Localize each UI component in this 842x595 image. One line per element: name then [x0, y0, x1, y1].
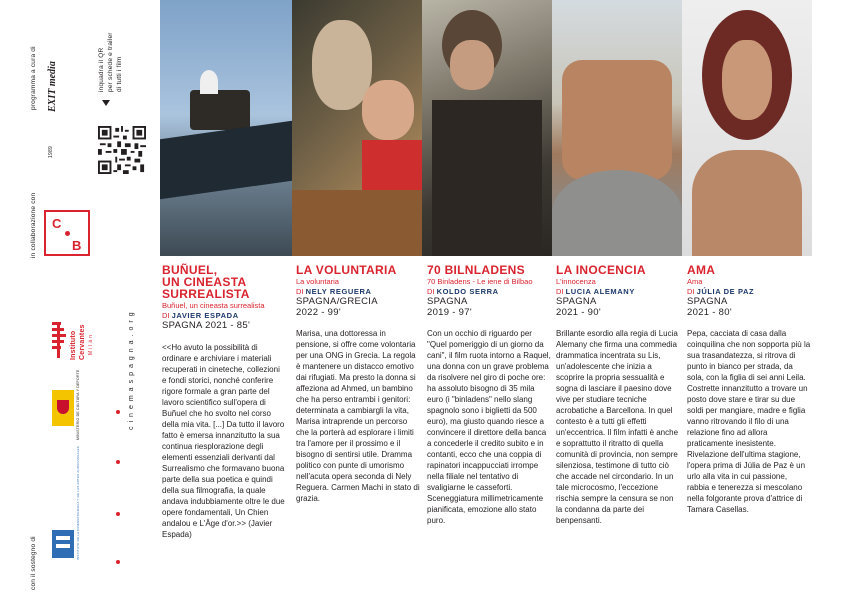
- instituto-city: Milán: [88, 333, 94, 355]
- still-la-voluntaria: [292, 0, 422, 256]
- film-original-title: 70 Binladens - Le iene di Bilbao: [427, 277, 533, 286]
- programma-label: programma a cura di: [30, 46, 37, 110]
- still-la-inocencia: [552, 0, 682, 256]
- film-synopsis: Brillante esordio alla regia di Lucia Alemany che firma una commedia drammatica incentrata su Lis, un'adolescente che inizia a scoprire la propria sessualità e sogna di lasciare il paesino dove vive per studiare tecniche acrobatiche a Barcellona. In quel contesto è a tutti gli effetti un'eccentrica. Il film infatti è anche e soprattutto il ritratto di quella comunità di provincia, non sempre silenziosa, testimone di tutto ciò che accade nel circondario. In un tale microcosmo, l'eccezione rischia sempre la censura se non la condanna da parte dei benpensanti.: [556, 329, 679, 525]
- film-original-title: L'innocenza: [556, 277, 596, 286]
- instituto-line2: Cervantes: [79, 324, 86, 360]
- film-original-title: Ama: [687, 277, 703, 286]
- exit-media-year: 1989: [48, 146, 54, 158]
- film-title-line: UN CINEASTA: [162, 275, 247, 289]
- film-meta: SPAGNA 2021 - 85': [162, 320, 251, 331]
- exit-media-wordmark: EXIT media: [47, 61, 58, 112]
- decorative-dot: [116, 460, 120, 464]
- cinema-spagna-cb-logo: [44, 210, 90, 256]
- spain-shield-icon: [57, 400, 69, 414]
- cb-logo-dot: [65, 231, 70, 236]
- film-card-bunuel: [162, 264, 286, 540]
- film-synopsis: Con un occhio di riguardo per "Quel pomeriggio di un giorno da cani", il film ruota intorno a Raquel, una donna con un grave problema da risolvere nel giro di poche ore: ha assoluto bisogno di 35 mila euro (i "binladens" nello slang spagnolo sono i biglietti da 500 euro), ma giusto quando riesce a convincere il direttore della banca a concederle il credito subito e in contanti, ecco che una coppia di rapinatori incappucciati irrompe nella filiale nel tentativo di svaligiarne le casseforti. Sceneggiatura millimetricamente pianificata, emozione allo stato puro.: [427, 329, 551, 525]
- still-70-binladens: [422, 0, 552, 256]
- film-synopsis: Pepa, cacciata di casa dalla coinquilina che non sopporta più la sua trasandatezza, si ritrova di punto in bianco per strada, da sola, con la figlia di sei anni Leila. Costrette innanzitutto a trovare un posto dove stare e tirar su due soldi per mangiare, madre e figlia vanno ritrovando il filo di una relazione fino ad allora praticamente inesistente. Rivelazione dell'ultima stagione, l'opera prima di Júlia de Paz è un urlo alla vita in cui passione, rabbia e tenerezza si mescolano nella folgorante prova d'attrice di Tamara Casellas.: [687, 329, 811, 514]
- ministerio-label: MINISTERIO DE CULTURA Y DEPORTE: [76, 369, 80, 440]
- film-director: DI JAVIER ESPADA: [162, 311, 239, 320]
- film-card-ama: [687, 264, 811, 515]
- credits-strip: [0, 0, 160, 595]
- film-card-70-binladens: [427, 264, 551, 526]
- film-card-la-voluntaria: [296, 264, 420, 504]
- instituto-line1: Instituto: [70, 330, 77, 360]
- icaa-logo: [52, 530, 74, 558]
- qr-caption-line2: per schede e trailer: [107, 32, 114, 92]
- film-meta: 2021 - 90': [556, 306, 601, 318]
- decorative-dot: [116, 560, 120, 564]
- ministerio-cultura-logo: [52, 390, 74, 426]
- film-meta: 2022 - 99': [296, 306, 341, 318]
- qr-caption-line1: inquadra il QR: [98, 47, 105, 92]
- film-synopsis: Marisa, una dottoressa in pensione, si offre come volontaria per una ONG in Grecia. La regola è mantenere un distacco emotivo dai rifugiati. Ma presto la donna si affeziona ad Ahmed, un bambino che ha perso entrambi i genitori: determinata a cambiargli la vita, Marisa intraprende un percorso che la porterà ad esplorare i limiti tra l'amore per il prossimo e il bisogno di sentirsi utile. Dramma politico con punte di umorismo nell'acuta opera seconda di Nely Reguera. Carmen Machi in stato di grazia.: [296, 329, 420, 503]
- film-card-la-inocencia: [556, 264, 680, 526]
- film-meta: SPAGNA: [687, 296, 728, 307]
- collab-label: in collaborazione con: [30, 192, 37, 258]
- qr-code[interactable]: [98, 126, 146, 174]
- cb-logo-c: C: [52, 216, 62, 231]
- film-director: DI JÚLIA DE PAZ: [687, 287, 755, 296]
- still-ama: [682, 0, 812, 256]
- film-synopsis: <<Ho avuto la possibilità di ordinare e archiviare i materiali recuperati in cineteche, collezioni e fondi storici, nonché conferire rigore formale a gran parte del lavoro scientifico sull'opera di Buñuel che ho svolto nel corso della mia vita. [...] Da tutto il lavoro fatto è emersa innanzitutto la sua continua riesplorazione degli elementi essenziali derivanti dal Surrealismo che formavano buona parte della sua poetica e quindi della sua filmografia, la quale andava indubbiamente oltre le due opere fondamentali, Un Chien andalou e L'Âge d'or.>> (Javier Espada): [162, 342, 285, 539]
- icaa-label: INSTITUTO DE LA CINEMATOGRAFÍA Y DE LAS ARTES AUDIOVISUALES: [76, 446, 80, 560]
- film-meta: SPAGNA: [427, 296, 468, 307]
- website-link[interactable]: cinemaspagna.org: [128, 308, 135, 430]
- film-title-line: LA VOLUNTARIA: [296, 263, 397, 277]
- film-title-line: SURREALISTA: [162, 287, 250, 301]
- sostegno-label: con il sostegno di: [30, 536, 37, 590]
- qr-caption-line3: di tutti i film: [116, 56, 123, 92]
- film-meta: SPAGNA/GRECIA: [296, 296, 378, 307]
- film-original-title: La voluntaria: [296, 277, 339, 286]
- decorative-dot: [116, 512, 120, 516]
- film-director: DI LUCIA ALEMANY: [556, 287, 635, 296]
- film-director: DI NELY REGUERA: [296, 287, 372, 296]
- film-meta: 2019 - 97': [427, 306, 472, 318]
- exit-media-logo: [46, 40, 60, 158]
- film-meta: SPAGNA: [556, 296, 597, 307]
- decorative-dot: [116, 410, 120, 414]
- film-title-line: AMA: [687, 263, 716, 277]
- film-meta: 2021 - 80': [687, 306, 732, 318]
- still-bunuel: [160, 0, 292, 256]
- film-title-line: BUÑUEL,: [162, 263, 218, 277]
- film-title-line: LA INOCENCIA: [556, 263, 646, 277]
- arrow-down-icon: [102, 100, 110, 106]
- film-director: DI KOLDO SERRA: [427, 287, 499, 296]
- cb-logo-b: B: [72, 238, 82, 253]
- film-title-line: 70 BILNLADENS: [427, 263, 525, 277]
- film-original-title: Buñuel, un cineasta surrealista: [162, 301, 265, 310]
